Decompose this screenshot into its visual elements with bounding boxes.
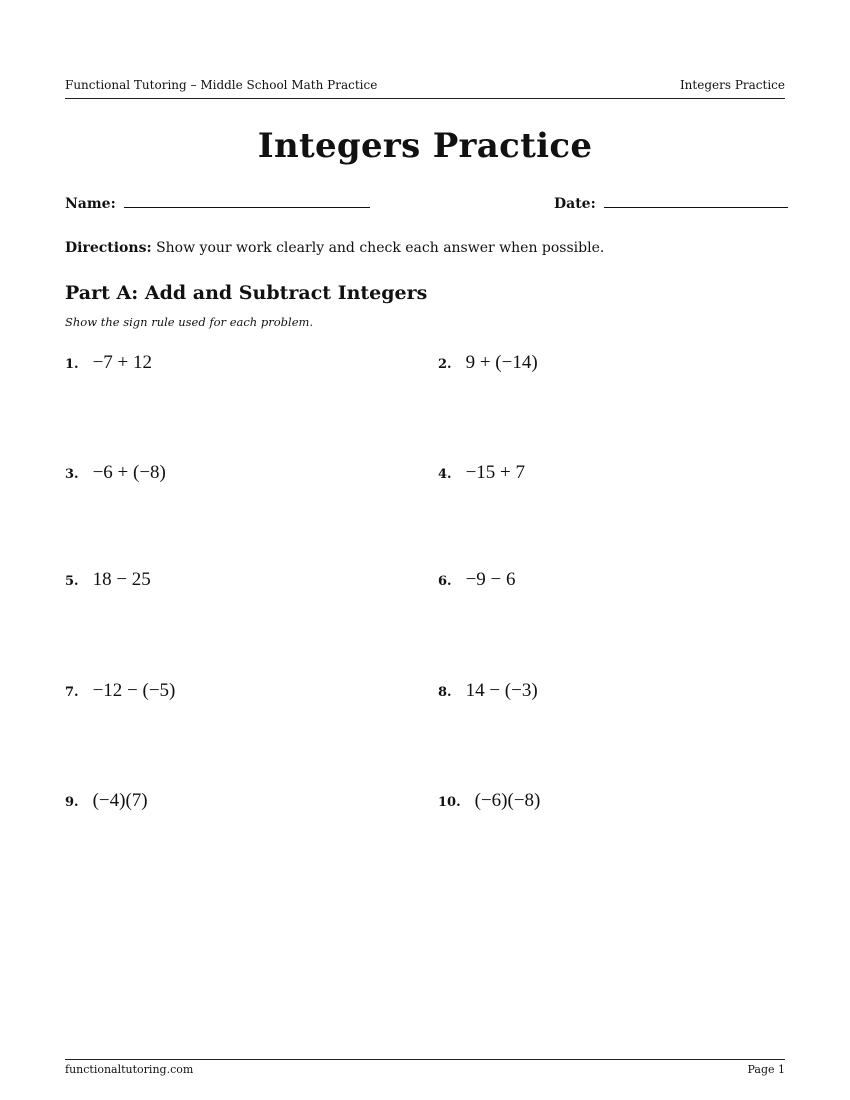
header-left-text: Functional Tutoring – Middle School Math Practice <box>65 78 378 92</box>
directions-label: Directions: <box>65 240 152 256</box>
problem-expression: 9 + (−14) <box>465 352 538 373</box>
problem-8 <box>438 680 538 702</box>
problem-expression: −9 − 6 <box>465 569 516 590</box>
name-line[interactable] <box>124 206 370 208</box>
problem-10 <box>438 790 540 812</box>
footer-website[interactable]: functionaltutoring.com <box>65 1063 194 1076</box>
name-label: Name: <box>65 196 116 212</box>
problem-5 <box>65 569 151 591</box>
problem-expression: 14 − (−3) <box>465 680 538 701</box>
date-field[interactable] <box>554 196 788 212</box>
problem-3 <box>65 462 166 484</box>
directions <box>65 240 604 256</box>
problem-6 <box>438 569 516 591</box>
problem-9 <box>65 790 148 812</box>
problem-number: 4. <box>438 467 452 482</box>
part-a-note: Show the sign rule used for each problem. <box>65 315 314 329</box>
page-title: Integers Practice <box>257 126 593 166</box>
page-footer <box>65 1059 785 1076</box>
problem-expression: (−6)(−8) <box>474 790 541 811</box>
problem-number: 3. <box>65 467 79 482</box>
problem-7 <box>65 680 175 702</box>
problem-expression: −6 + (−8) <box>92 462 166 483</box>
problem-expression: −12 − (−5) <box>92 680 176 701</box>
problem-number: 8. <box>438 685 452 700</box>
problem-expression: 18 − 25 <box>92 569 151 590</box>
footer-page-number: Page 1 <box>747 1063 785 1076</box>
problem-number: 7. <box>65 685 79 700</box>
directions-text: Show your work clearly and check each answer when possible. <box>156 240 605 256</box>
problem-number: 9. <box>65 795 79 810</box>
problem-1 <box>65 352 152 374</box>
page-header <box>65 78 785 99</box>
date-label: Date: <box>554 196 596 212</box>
problem-2 <box>438 352 538 374</box>
problem-number: 1. <box>65 357 79 372</box>
part-a-heading: Part A: Add and Subtract Integers <box>65 282 428 304</box>
problem-number: 10. <box>438 795 461 810</box>
header-right-text: Integers Practice <box>679 78 785 92</box>
problem-expression: (−4)(7) <box>92 790 148 811</box>
name-field[interactable] <box>65 196 370 212</box>
problem-number: 5. <box>65 574 79 589</box>
problem-4 <box>438 462 525 484</box>
problem-number: 2. <box>438 357 452 372</box>
problem-expression: −15 + 7 <box>465 462 526 483</box>
problem-number: 6. <box>438 574 452 589</box>
date-line[interactable] <box>604 206 788 208</box>
problem-expression: −7 + 12 <box>92 352 153 373</box>
